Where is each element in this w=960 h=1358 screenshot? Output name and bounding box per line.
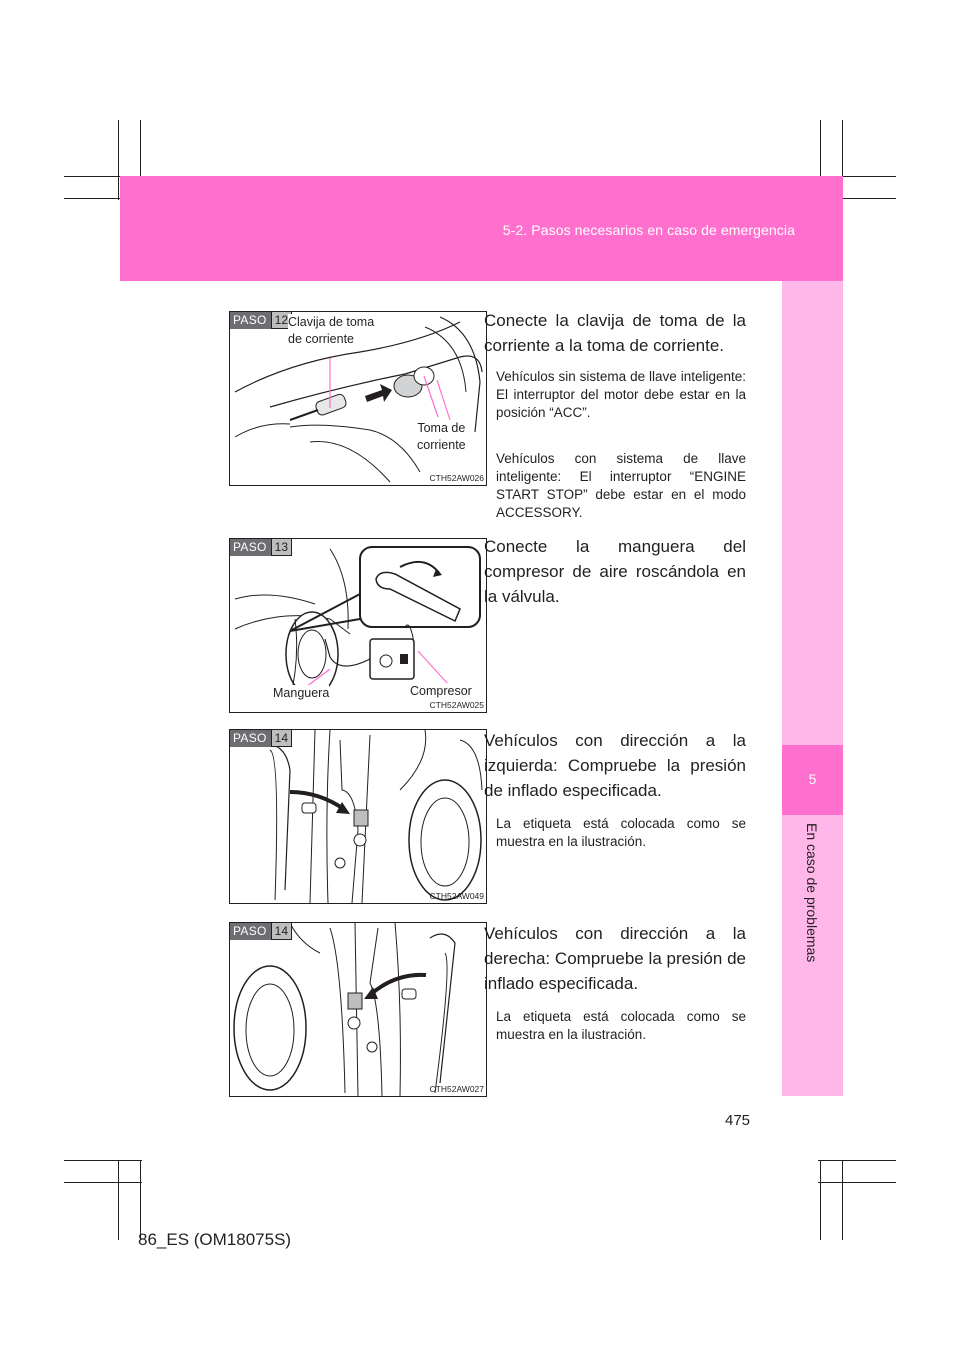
figure-code: CTH52AW026 (429, 473, 484, 483)
step-12-note-2: Vehículos con sistema de llave inteligente: El interruptor “ENGINE START STOP” debe estar en el modo ACCESSORY. (496, 451, 746, 520)
step-word: PASO (230, 312, 271, 329)
step-14-rhd-instruction: Vehículos con dirección a la derecha: Compruebe la presión de inflado especificada. (484, 924, 746, 993)
crop-mark (140, 1160, 141, 1240)
crop-mark (118, 120, 119, 200)
step-word: PASO (230, 539, 271, 556)
crop-mark (842, 1160, 843, 1240)
crop-mark (64, 1160, 142, 1161)
figure-code: CTH52AW025 (429, 700, 484, 710)
crop-mark (818, 1182, 896, 1183)
figure-step-13 (229, 538, 487, 713)
step-label (230, 730, 292, 747)
figure-step-14-lhd (229, 729, 487, 904)
door-label-lhd-illustration (230, 730, 486, 903)
chapter-number: 5 (808, 771, 817, 787)
door-label-rhd-illustration (230, 923, 486, 1096)
chapter-name: En caso de problemas (804, 823, 820, 963)
callout-compressor: Compresor (410, 684, 472, 698)
callout-outlet-line1: Toma de (417, 421, 466, 435)
crop-mark (118, 1160, 119, 1240)
figure-code: CTH52AW027 (429, 1084, 484, 1094)
step-14-lhd-note: La etiqueta está colocada como se muestra en la ilustración. (496, 816, 746, 849)
page-number: 475 (725, 1112, 751, 1129)
chapter-name-box (782, 815, 843, 1000)
crop-mark (820, 1160, 821, 1240)
step-number: 12 (271, 312, 292, 329)
callout-plug-line2: de corriente (288, 332, 355, 346)
step-14-lhd-instruction: Vehículos con dirección a la izquierda: Compruebe la presión de inflado especificada. (484, 731, 746, 800)
crop-mark (818, 1160, 896, 1161)
step-number: 14 (271, 923, 292, 940)
step-13-instruction: Conecte la manguera del compresor de aire roscándola en la válvula. (484, 537, 746, 606)
crop-mark (64, 1182, 142, 1183)
step-label (230, 312, 292, 329)
callout-hose: Manguera (273, 686, 330, 700)
figure-step-14-rhd (229, 922, 487, 1097)
step-word: PASO (230, 730, 271, 747)
figure-code: CTH52AW049 (429, 891, 484, 901)
step-number: 13 (271, 539, 292, 556)
step-14-rhd-note: La etiqueta está colocada como se muestra en la ilustración. (496, 1009, 746, 1042)
callout-plug-line1: Clavija de toma (288, 315, 375, 329)
callout-outlet (417, 420, 466, 454)
step-number: 14 (271, 730, 292, 747)
document-code: 86_ES (OM18075S) (138, 1230, 292, 1249)
step-label (230, 539, 292, 556)
chapter-number-tab (782, 745, 843, 815)
step-word: PASO (230, 923, 271, 940)
step-12-instruction: Conecte la clavija de toma de la corriente a la toma de corriente. (484, 311, 746, 355)
callout-plug (288, 314, 374, 348)
figure-step-12 (229, 311, 487, 486)
header-band (120, 176, 843, 281)
step-12-note-1: Vehículos sin sistema de llave inteligente: El interruptor del motor debe estar en la posición “ACC”. (496, 369, 746, 420)
section-title: 5-2. Pasos necesarios en caso de emergencia (502, 222, 795, 238)
step-label (230, 923, 292, 940)
callout-outlet-line2: corriente (417, 438, 466, 452)
